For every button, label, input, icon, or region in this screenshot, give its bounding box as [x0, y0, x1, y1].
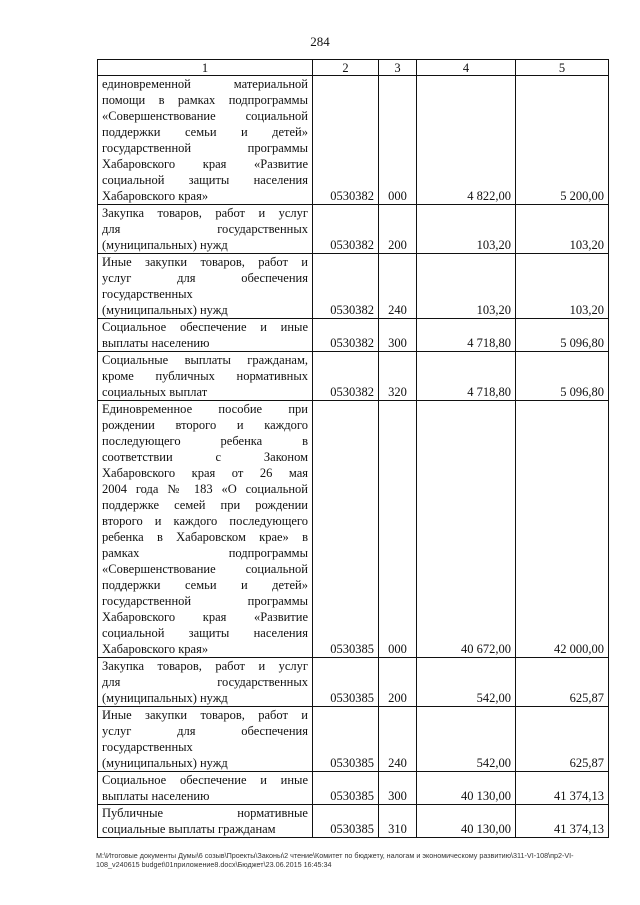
row-name-line: рамках подпрограммы [102, 546, 308, 560]
row-name-line: рождении второго и каждого [102, 418, 308, 432]
row-sum-2-cell: 625,87 [516, 707, 609, 772]
column-header-kvr: 3 [379, 60, 417, 76]
row-code-cell: 0530382 [313, 352, 379, 401]
row-code-cell: 0530382 [313, 319, 379, 352]
row-name-line: государственных [102, 740, 193, 754]
row-name-line: поддержке семей при рождении [102, 498, 308, 512]
row-name-line: (муниципальных) нужд [102, 238, 228, 252]
table-row [98, 76, 609, 205]
row-name-line: Хабаровского края «Развитие [102, 157, 308, 171]
row-kvr-cell: 320 [379, 352, 417, 401]
row-code-cell: 0530382 [313, 76, 379, 205]
row-name-line: услуг для обеспечения [102, 271, 308, 285]
row-name-line: государственных [102, 287, 193, 301]
row-name-cell [98, 772, 313, 805]
table-row [98, 352, 609, 401]
row-name-line: Иные закупки товаров, работ и [102, 255, 308, 269]
table-row [98, 772, 609, 805]
row-kvr-cell: 300 [379, 319, 417, 352]
row-name-cell [98, 401, 313, 658]
budget-table [97, 59, 609, 838]
row-name-line: социальной защиты населения [102, 626, 308, 640]
table-row [98, 319, 609, 352]
header-row [98, 60, 609, 76]
row-name-line: 2004 года № 183 «О социальной [102, 482, 308, 496]
column-header-sum-1: 4 [417, 60, 516, 76]
row-sum-2-cell: 41 374,13 [516, 772, 609, 805]
column-header-sum-2: 5 [516, 60, 609, 76]
row-code-cell: 0530385 [313, 658, 379, 707]
page-number: 284 [310, 34, 330, 49]
row-kvr-cell: 240 [379, 707, 417, 772]
row-name-line: «Совершенствование социальной [102, 562, 308, 576]
row-name-line: (муниципальных) нужд [102, 303, 228, 317]
row-sum-2-cell: 42 000,00 [516, 401, 609, 658]
footer-line: M:\Итоговые документы Думы\6 созыв\Проекты\Законы\2 чтение\Комитет по бюджету, налогам и экономическому развитию\311-VI-108\пр2-VI- [96, 851, 574, 860]
row-name-line: единовременной материальной [102, 77, 308, 91]
row-name-line: Закупка товаров, работ и услуг [102, 206, 308, 220]
row-name-cell [98, 319, 313, 352]
row-name-line: поддержки семьи и детей» [102, 125, 308, 139]
row-name-line: соответствии с Законом [102, 450, 308, 464]
row-name-line: кроме публичных нормативных [102, 369, 308, 383]
table-row [98, 401, 609, 658]
row-name-line: поддержки семьи и детей» [102, 578, 308, 592]
row-code-cell: 0530382 [313, 205, 379, 254]
row-name-cell [98, 707, 313, 772]
table-body [98, 76, 609, 838]
footer-line: 108_v240615 budget\01приложение8.docx\Бюджет\23.06.2015 16:45:34 [96, 860, 332, 869]
row-sum-1-cell: 542,00 [417, 658, 516, 707]
row-name-line: Социальные выплаты гражданам, [102, 353, 308, 367]
row-name-line: Единовременное пособие при [102, 402, 308, 416]
row-name-cell [98, 805, 313, 838]
row-sum-2-cell: 5 096,80 [516, 319, 609, 352]
row-sum-1-cell: 542,00 [417, 707, 516, 772]
row-kvr-cell: 240 [379, 254, 417, 319]
row-name-line: Хабаровского края» [102, 189, 209, 203]
row-name-line: Публичные нормативные [102, 806, 308, 820]
row-name-cell [98, 205, 313, 254]
row-name-line: государственной программы [102, 594, 308, 608]
table-row [98, 805, 609, 838]
row-name-line: Хабаровского края «Развитие [102, 610, 308, 624]
row-code-cell: 0530385 [313, 772, 379, 805]
row-sum-2-cell: 5 096,80 [516, 352, 609, 401]
row-kvr-cell: 200 [379, 658, 417, 707]
row-sum-2-cell: 103,20 [516, 205, 609, 254]
table-row [98, 658, 609, 707]
row-name-line: Закупка товаров, работ и услуг [102, 659, 308, 673]
row-kvr-cell: 000 [379, 401, 417, 658]
row-kvr-cell: 200 [379, 205, 417, 254]
row-name-line: (муниципальных) нужд [102, 691, 228, 705]
row-sum-1-cell: 103,20 [417, 254, 516, 319]
row-sum-2-cell: 41 374,13 [516, 805, 609, 838]
row-name-line: помощи в рамках подпрограммы [102, 93, 308, 107]
row-name-line: Социальное обеспечение и иные [102, 773, 308, 787]
row-name-line: выплаты населению [102, 336, 210, 350]
column-header-name: 1 [98, 60, 313, 76]
row-sum-2-cell: 5 200,00 [516, 76, 609, 205]
file-path-footer [96, 851, 616, 869]
row-sum-2-cell: 625,87 [516, 658, 609, 707]
row-name-cell [98, 658, 313, 707]
row-name-line: ребенка в Хабаровском крае» в [102, 530, 308, 544]
table-row [98, 254, 609, 319]
row-name-line: выплаты населению [102, 789, 210, 803]
row-sum-1-cell: 40 672,00 [417, 401, 516, 658]
row-name-line: социальных выплат [102, 385, 208, 399]
row-name-line: социальные выплаты гражданам [102, 822, 276, 836]
row-name-line: Иные закупки товаров, работ и [102, 708, 308, 722]
row-kvr-cell: 300 [379, 772, 417, 805]
row-code-cell: 0530382 [313, 254, 379, 319]
row-name-line: (муниципальных) нужд [102, 756, 228, 770]
row-name-cell [98, 352, 313, 401]
row-kvr-cell: 000 [379, 76, 417, 205]
row-name-line: Хабаровского края» [102, 642, 209, 656]
row-name-line: для государственных [102, 675, 308, 689]
row-sum-1-cell: 103,20 [417, 205, 516, 254]
row-code-cell: 0530385 [313, 401, 379, 658]
row-sum-1-cell: 40 130,00 [417, 772, 516, 805]
row-name-cell [98, 254, 313, 319]
row-sum-1-cell: 4 718,80 [417, 352, 516, 401]
row-name-line: Социальное обеспечение и иные [102, 320, 308, 334]
row-name-line: второго и каждого последующего [102, 514, 308, 528]
row-name-line: последующего ребенка в [102, 434, 308, 448]
row-name-line: для государственных [102, 222, 308, 236]
row-code-cell: 0530385 [313, 707, 379, 772]
row-name-line: услуг для обеспечения [102, 724, 308, 738]
row-name-line: «Совершенствование социальной [102, 109, 308, 123]
table-row [98, 707, 609, 772]
row-name-line: государственной программы [102, 141, 308, 155]
row-sum-1-cell: 40 130,00 [417, 805, 516, 838]
row-sum-2-cell: 103,20 [516, 254, 609, 319]
row-sum-1-cell: 4 822,00 [417, 76, 516, 205]
row-sum-1-cell: 4 718,80 [417, 319, 516, 352]
row-code-cell: 0530385 [313, 805, 379, 838]
row-kvr-cell: 310 [379, 805, 417, 838]
table-row [98, 205, 609, 254]
column-header-code: 2 [313, 60, 379, 76]
row-name-line: социальной защиты населения [102, 173, 308, 187]
row-name-cell [98, 76, 313, 205]
row-name-line: Хабаровского края от 26 мая [102, 466, 308, 480]
